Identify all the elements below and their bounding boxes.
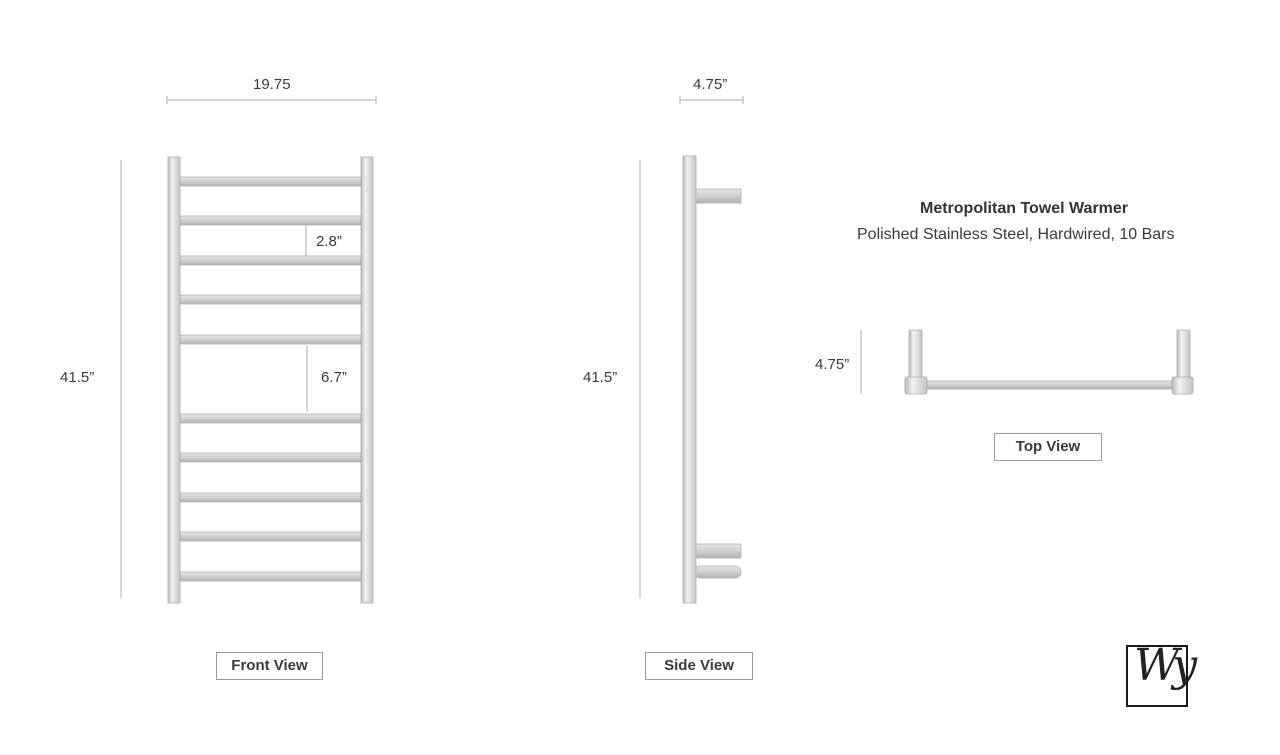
top-right-mount xyxy=(1172,377,1193,394)
side-height-label: 41.5” xyxy=(583,369,618,386)
front-bar-7 xyxy=(180,453,361,462)
side-bottom-bracket xyxy=(694,544,741,558)
right-vertical-rail xyxy=(361,157,373,603)
front-width-label: 19.75 xyxy=(253,76,291,93)
side-view-towel-warmer xyxy=(683,156,741,603)
brand-logo-monogram: Wy xyxy=(1134,640,1192,691)
gap-small-label: 2.8” xyxy=(316,233,342,250)
top-right-post xyxy=(1177,330,1190,380)
top-depth-label: 4.75” xyxy=(815,356,850,373)
front-bar-9 xyxy=(180,532,361,541)
side-depth-label: 4.75” xyxy=(693,76,728,93)
front-bar-2 xyxy=(180,216,361,225)
side-depth-dimension-line xyxy=(680,96,743,104)
front-bar-10 xyxy=(180,572,361,581)
side-view-label: Side View xyxy=(645,652,753,680)
front-bar-5 xyxy=(180,335,361,344)
top-left-post xyxy=(909,330,922,380)
front-bar-4 xyxy=(180,295,361,304)
front-width-dimension-line xyxy=(167,96,376,104)
side-cord-conduit xyxy=(694,566,741,578)
front-bar-6 xyxy=(180,414,361,423)
side-vertical-rail xyxy=(683,156,696,603)
gap-large-label: 6.7” xyxy=(321,369,347,386)
left-vertical-rail xyxy=(168,157,180,603)
product-title: Metropolitan Towel Warmer xyxy=(920,200,1129,217)
top-view-label: Top View xyxy=(994,433,1102,461)
front-bar-1 xyxy=(180,177,361,186)
top-view-towel-warmer xyxy=(905,330,1193,394)
side-top-bracket xyxy=(694,189,741,203)
product-subtitle: Polished Stainless Steel, Hardwired, 10 Bars xyxy=(857,226,1175,243)
front-bar-3 xyxy=(180,256,361,265)
front-height-label: 41.5” xyxy=(60,369,95,386)
top-bar xyxy=(918,381,1182,389)
front-bar-8 xyxy=(180,493,361,502)
top-left-mount xyxy=(905,377,927,394)
front-view-label: Front View xyxy=(216,652,323,680)
